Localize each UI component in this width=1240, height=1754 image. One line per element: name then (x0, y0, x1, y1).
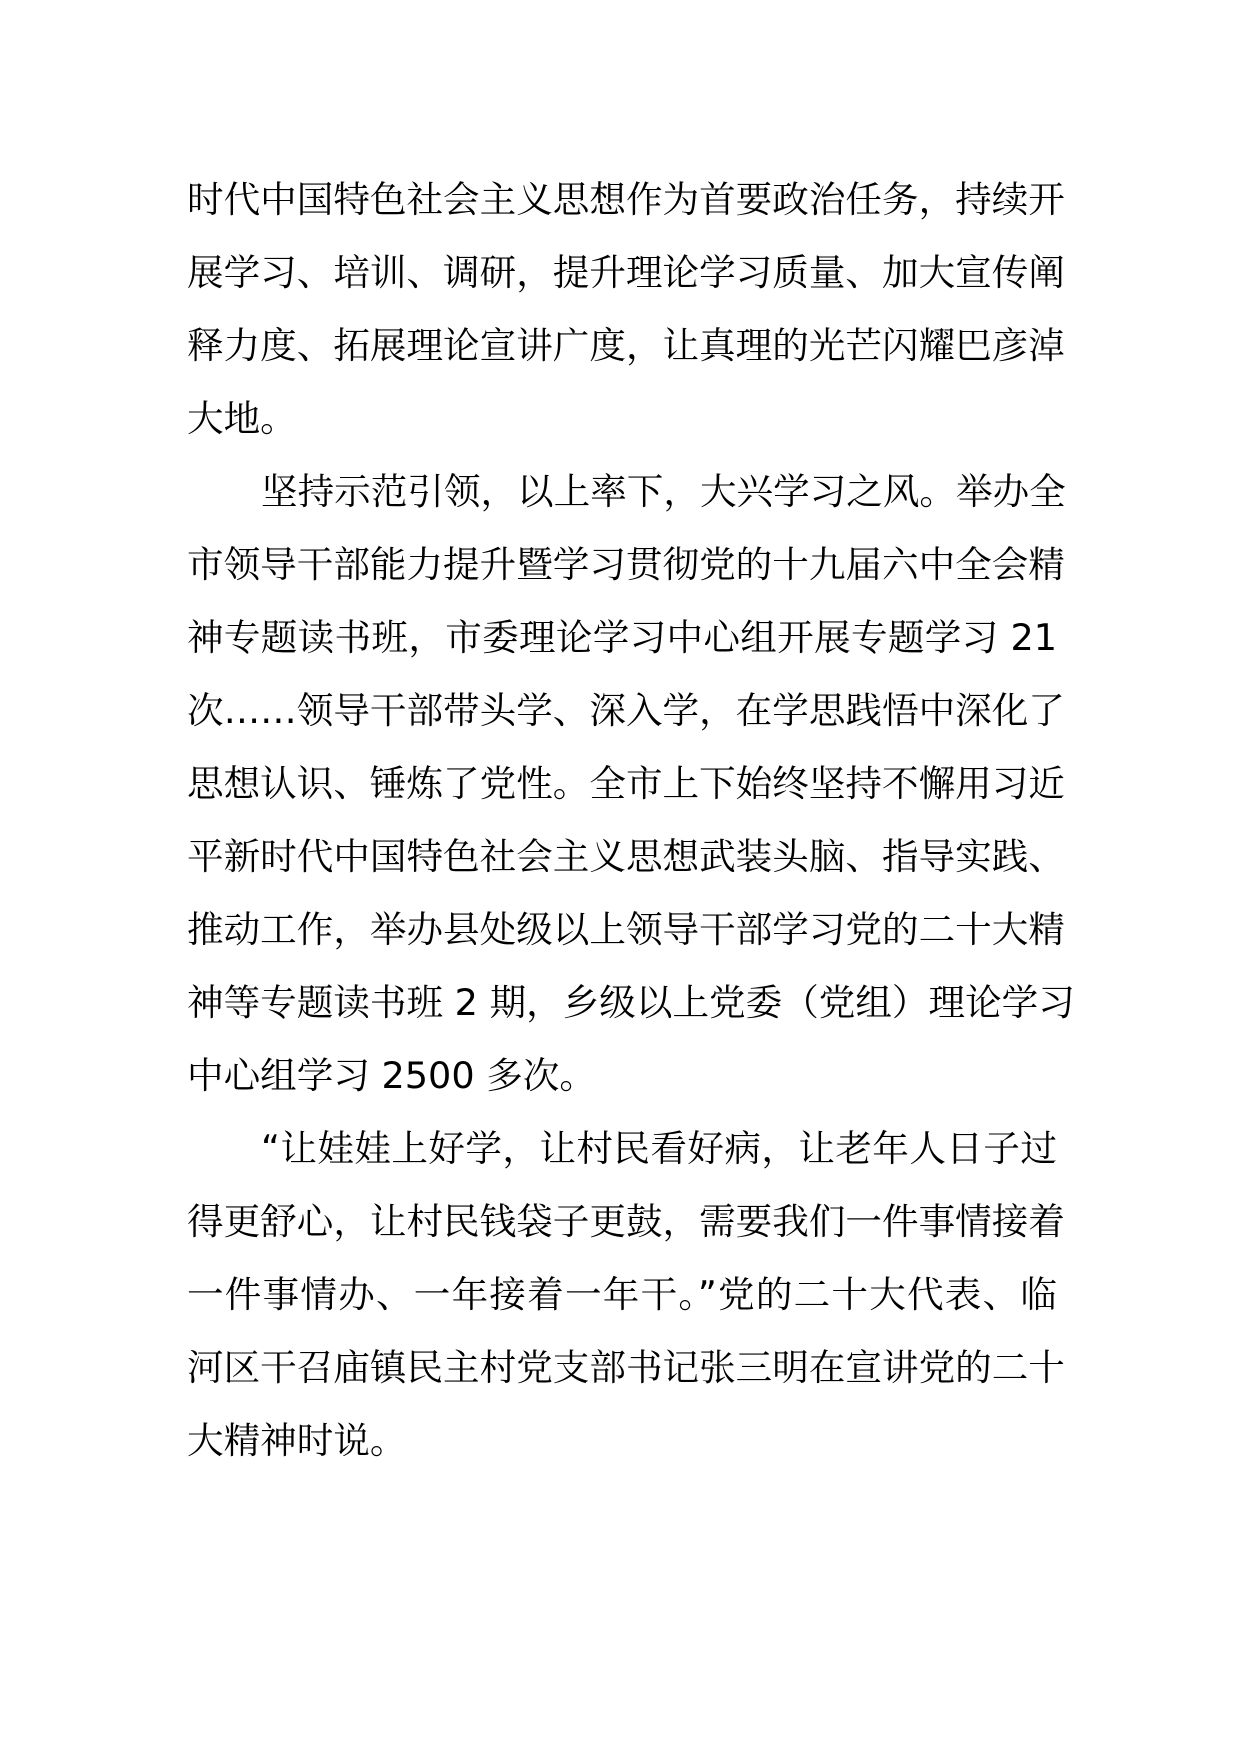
text-line: 中心组学习 2500 多次。 (187, 1054, 596, 1097)
text-line: 平新时代中国特色社会主义思想武装头脑、指导实践、 (187, 835, 1065, 878)
paragraph-1 (187, 163, 1065, 455)
text-line: 释力度、拓展理论宣讲广度，让真理的光芒闪耀巴彦淖 (187, 324, 1065, 367)
text-line: 神等专题读书班 2 期，乡级以上党委（党组）理论学习 (187, 981, 1075, 1024)
text-line: 一件事情办、一年接着一年干。”党的二十大代表、临 (187, 1273, 1057, 1316)
text-line: 得更舒心，让村民钱袋子更鼓，需要我们一件事情接着 (187, 1200, 1065, 1243)
text-line: 展学习、培训、调研，提升理论学习质量、加大宣传阐 (187, 251, 1065, 294)
text-line: 时代中国特色社会主义思想作为首要政治任务，持续开 (187, 178, 1065, 221)
text-line: 河区干召庙镇民主村党支部书记张三明在宣讲党的二十 (187, 1346, 1065, 1389)
text-line: 大精神时说。 (187, 1419, 407, 1462)
text-line: 坚持示范引领，以上率下，大兴学习之风。举办全 (261, 470, 1066, 513)
text-line: 市领导干部能力提升暨学习贯彻党的十九届六中全会精 (187, 543, 1065, 586)
paragraph-2 (187, 455, 1075, 1112)
text-line: “让娃娃上好学，让村民看好病，让老年人日子过 (261, 1127, 1057, 1170)
text-line: 大地。 (187, 397, 297, 440)
paragraph-3 (187, 1112, 1065, 1477)
document-body (187, 163, 1075, 1477)
text-line: 思想认识、锤炼了党性。全市上下始终坚持不懈用习近 (187, 762, 1065, 805)
text-line: 次……领导干部带头学、深入学，在学思践悟中深化了 (187, 689, 1065, 732)
text-line: 神专题读书班，市委理论学习中心组开展专题学习 21 (187, 616, 1057, 659)
text-line: 推动工作，举办县处级以上领导干部学习党的二十大精 (187, 908, 1065, 951)
